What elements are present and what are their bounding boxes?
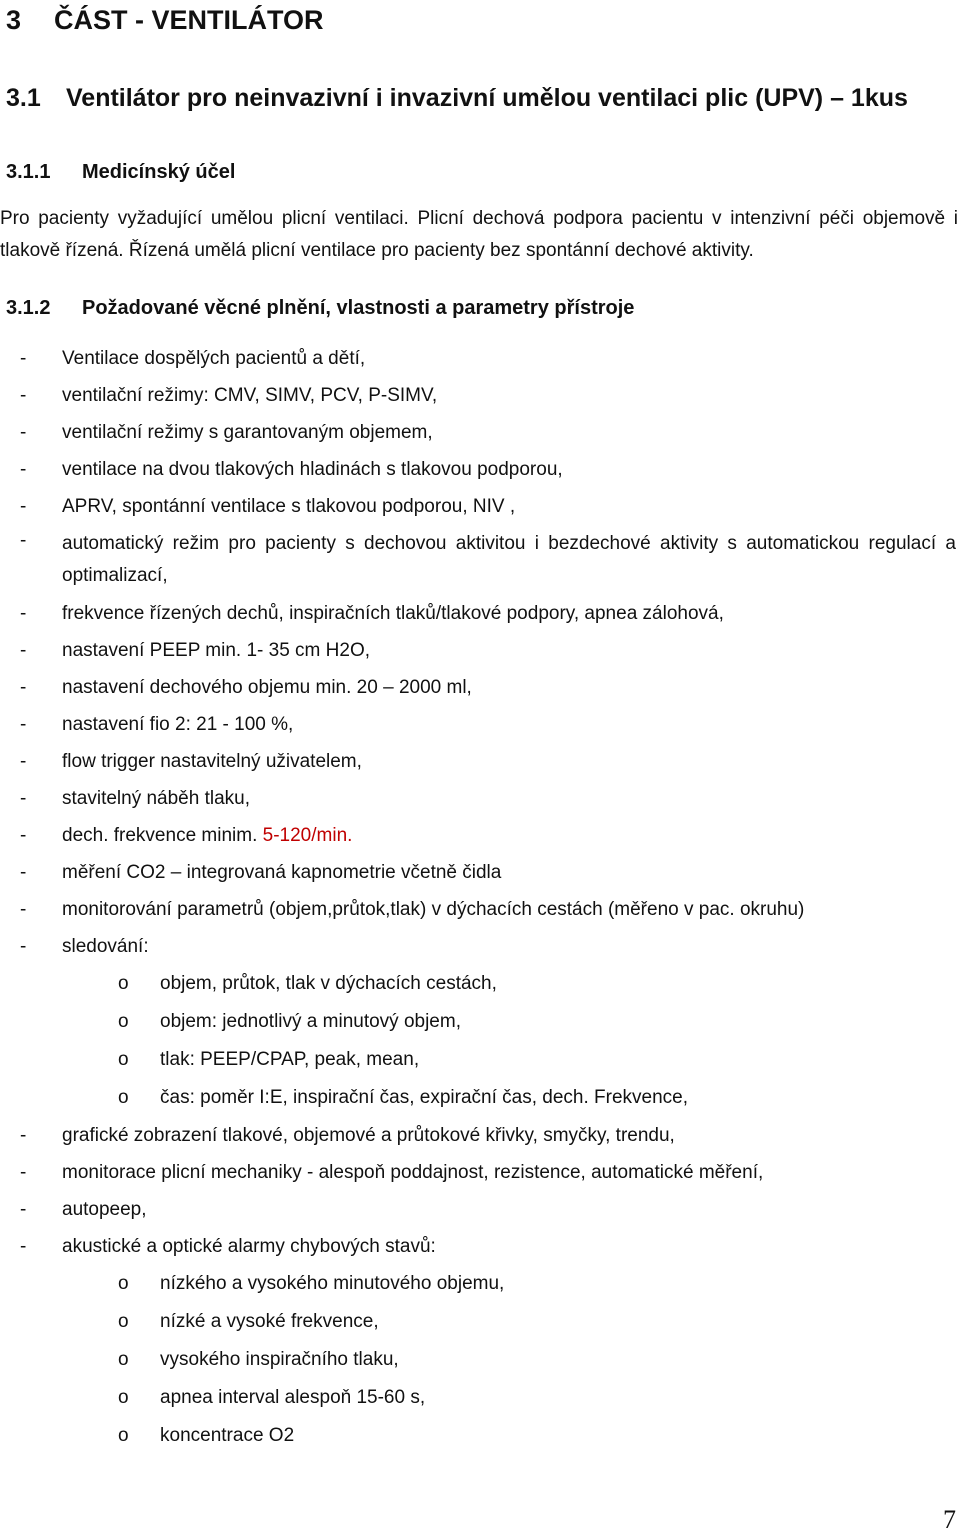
list-bullet: -: [20, 1162, 27, 1183]
sub-list-item-text: nízké a vysoké frekvence,: [160, 1311, 379, 1332]
sub-list-item-text: vysokého inspiračního tlaku,: [160, 1349, 399, 1370]
list-item: [0, 817, 960, 854]
list-item: [0, 488, 960, 525]
sub-list-bullet: o: [118, 1273, 129, 1294]
list-bullet: -: [20, 1236, 27, 1257]
requirements-list: [0, 340, 960, 1455]
sub-list-item-text: apnea interval alespoň 15-60 s,: [160, 1387, 426, 1408]
subsection-number: 3.1.1: [6, 161, 51, 183]
list-item-text: grafické zobrazení tlakové, objemové a průtokové křivky, smyčky, trendu,: [62, 1125, 675, 1146]
list-item: [0, 780, 960, 817]
list-item-text: automatický režim pro pacienty s dechovou aktivitou i bezdechové aktivity s automatickou regulací a optimalizací,: [62, 533, 956, 586]
section-number: 3.1: [6, 84, 41, 112]
list-bullet: -: [20, 385, 27, 406]
list-bullet: -: [20, 788, 27, 809]
list-item: [0, 706, 960, 743]
sub-list-item-text: čas: poměr I:E, inspirační čas, expirační čas, dech. Frekvence,: [160, 1087, 689, 1108]
sub-list-item: [0, 1265, 960, 1303]
sub-list-bullet: o: [118, 1087, 129, 1108]
sub-list-item: [0, 1079, 960, 1117]
list-bullet: -: [20, 825, 27, 846]
list-item-text: nastavení dechového objemu min. 20 – 2000 ml,: [62, 677, 472, 698]
sub-list-item: [0, 1003, 960, 1041]
list-item: [0, 632, 960, 669]
list-item: [0, 340, 960, 377]
list-item: [0, 451, 960, 488]
sub-list-item: [0, 1417, 960, 1455]
list-item-text: monitorování parametrů (objem,průtok,tlak) v dýchacích cestách (měřeno v pac. okruhu): [62, 899, 805, 920]
list-item-text: akustické a optické alarmy chybových stavů:: [62, 1236, 436, 1257]
list-item-text: APRV, spontánní ventilace s tlakovou podporou, NIV ,: [62, 496, 516, 517]
list-item-text: sledování:: [62, 936, 149, 957]
subsection-title: Medicínský účel: [82, 161, 236, 183]
list-item: [0, 525, 960, 595]
list-item: [0, 1191, 960, 1228]
list-bullet: -: [20, 1125, 27, 1146]
sub-list-item: [0, 965, 960, 1003]
list-item-text: monitorace plicní mechaniky - alespoň poddajnost, rezistence, automatické měření,: [62, 1162, 764, 1183]
list-bullet: -: [20, 459, 27, 480]
list-item-text: ventilační režimy: CMV, SIMV, PCV, P-SIMV,: [62, 385, 438, 406]
sub-list-bullet: o: [118, 1425, 129, 1446]
list-item-text: frekvence řízených dechů, inspiračních tlaků/tlakové podpory, apnea zálohová,: [62, 603, 724, 624]
list-bullet: -: [20, 714, 27, 735]
sub-list-bullet: o: [118, 1311, 129, 1332]
sub-list-item-text: objem, průtok, tlak v dýchacích cestách,: [160, 973, 497, 994]
list-item-text: stavitelný náběh tlaku,: [62, 788, 251, 809]
subsection-heading-purpose: [6, 156, 235, 188]
list-bullet: -: [20, 496, 27, 517]
section-heading: [6, 78, 908, 118]
list-bullet: -: [20, 603, 27, 624]
list-bullet: -: [20, 677, 27, 698]
list-item-text: Ventilace dospělých pacientů a dětí,: [62, 348, 366, 369]
sub-list-item-text: koncentrace O2: [160, 1425, 295, 1446]
list-item-text: autopeep,: [62, 1199, 147, 1220]
list-bullet: -: [20, 640, 27, 661]
sub-list-item-text: nízkého a vysokého minutového objemu,: [160, 1273, 505, 1294]
sub-list-bullet: o: [118, 973, 129, 994]
chapter-title: ČÁST - VENTILÁTOR: [54, 5, 324, 35]
sub-list-bullet: o: [118, 1349, 129, 1370]
subsection-number: 3.1.2: [6, 297, 51, 319]
section-title: Ventilátor pro neinvazivní i invazivní umělou ventilaci plic (UPV) – 1kus: [66, 84, 908, 112]
list-item: [0, 854, 960, 891]
list-item: [0, 1228, 960, 1265]
list-bullet: -: [20, 348, 27, 369]
list-bullet: -: [20, 530, 27, 551]
list-bullet: -: [20, 899, 27, 920]
subsection-title: Požadované věcné plnění, vlastnosti a parametry přístroje: [82, 297, 635, 319]
sub-list-item-text: objem: jednotlivý a minutový objem,: [160, 1011, 461, 1032]
list-item-text: dech. frekvence minim.: [62, 825, 263, 846]
sub-list-item-text: tlak: PEEP/CPAP, peak, mean,: [160, 1049, 420, 1070]
page-number: 7: [943, 1505, 956, 1534]
list-bullet: -: [20, 1199, 27, 1220]
list-item-text: nastavení PEEP min. 1- 35 cm H2O,: [62, 640, 371, 661]
list-item-text: nastavení fio 2: 21 - 100 %,: [62, 714, 294, 735]
list-item: [0, 414, 960, 451]
sub-list-bullet: o: [118, 1387, 129, 1408]
chapter-heading: [6, 0, 324, 40]
list-item-text: ventilační režimy s garantovaným objemem,: [62, 422, 433, 443]
list-item: [0, 1117, 960, 1154]
list-item: [0, 595, 960, 632]
list-bullet: -: [20, 422, 27, 443]
sub-list-item: [0, 1379, 960, 1417]
sub-list-item: [0, 1041, 960, 1079]
list-item: [0, 669, 960, 706]
sub-list-item: [0, 1303, 960, 1341]
list-bullet: -: [20, 936, 27, 957]
list-item: [0, 743, 960, 780]
list-bullet: -: [20, 862, 27, 883]
sub-list-bullet: o: [118, 1011, 129, 1032]
list-item: [0, 377, 960, 414]
list-item: [0, 891, 960, 928]
list-item-text: flow trigger nastavitelný uživatelem,: [62, 751, 362, 772]
highlighted-value: 5-120/min.: [262, 825, 353, 846]
list-item: [0, 928, 960, 965]
sub-list-item: [0, 1341, 960, 1379]
list-item-text: měření CO2 – integrovaná kapnometrie včetně čidla: [62, 862, 502, 883]
chapter-number: 3: [6, 5, 22, 35]
sub-list-bullet: o: [118, 1049, 129, 1070]
list-item-text: ventilace na dvou tlakových hladinách s tlakovou podporou,: [62, 459, 563, 480]
subsection-heading-requirements: [6, 292, 634, 324]
purpose-paragraph: Pro pacienty vyžadující umělou plicní ventilaci. Plicní dechová podpora pacientu v intenzivní péči objemově i tlakově řízená. Řízená umělá plicní ventilace pro pacienty bez spontánní dechové aktivity.: [0, 208, 958, 261]
list-item: [0, 1154, 960, 1191]
list-bullet: -: [20, 751, 27, 772]
